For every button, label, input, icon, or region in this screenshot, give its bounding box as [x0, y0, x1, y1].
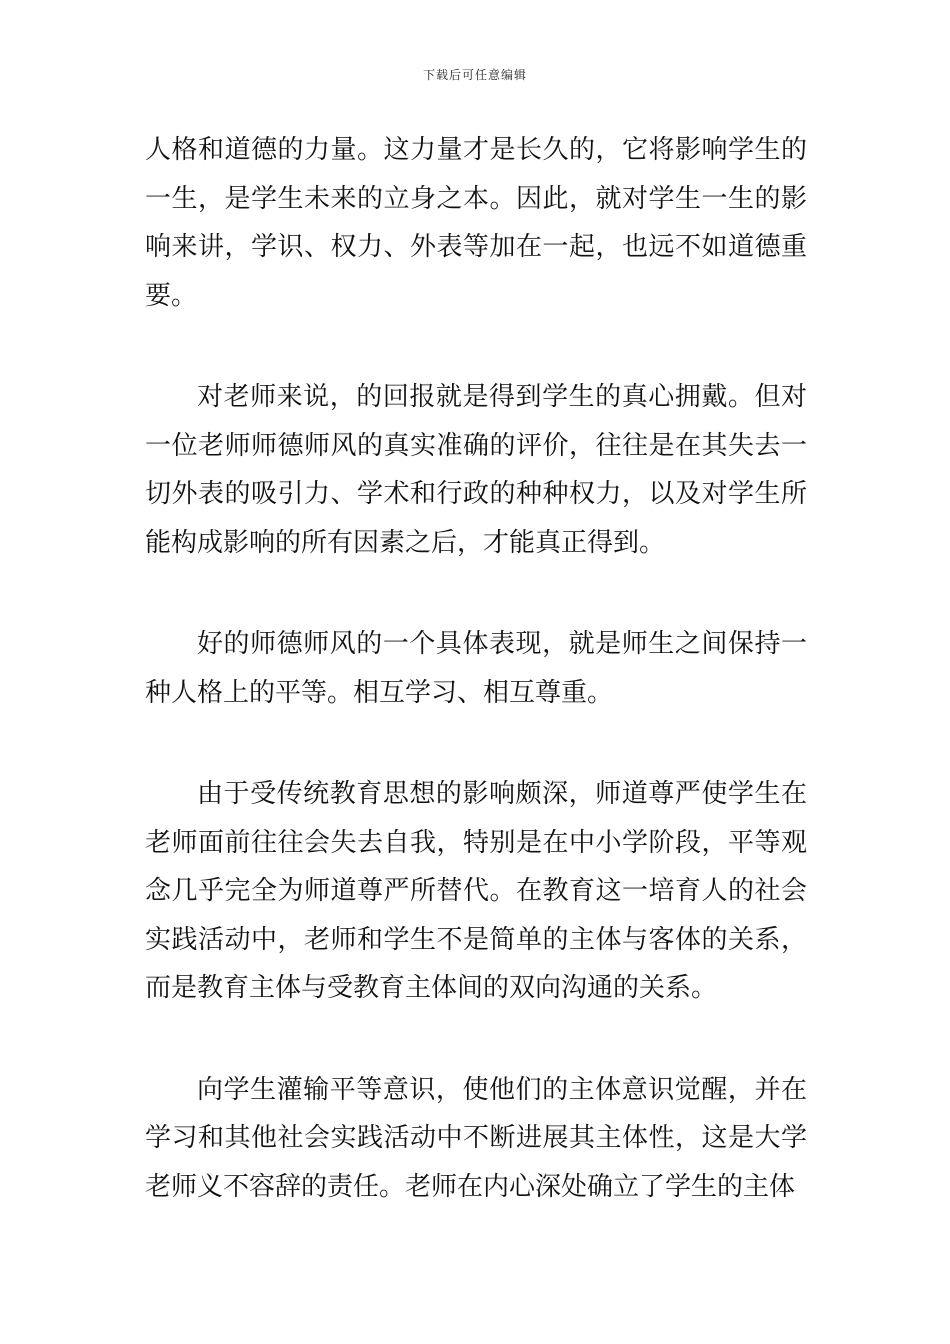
page-header: 下载后可任意编辑: [422, 68, 527, 82]
paragraph: 对老师来说，的回报就是得到学生的真心拥戴。但对一位老师师德师风的真实准确的评价，往往是在其失去一切外表的吸引力、学术和行政的种种权力，以及对学生所能构成影响的所有因素之后，才能真正得到。: [145, 382, 807, 558]
paragraph-continued: 人格和道德的力量。这力量才是长久的，它将影响学生的一生，是学生未来的立身之本。因此，就对学生一生的影响来讲，学识、权力、外表等加在一起，也远不如道德重要。: [145, 135, 807, 311]
document-body: [145, 126, 807, 1264]
paragraph: 由于受传统教育思想的影响颇深，师道尊严使学生在老师面前往往会失去自我，特别是在中小学阶段，平等观念几乎完全为师道尊严所替代。在教育这一培育人的社会实践活动中，老师和学生不是简单的主体与客体的关系，而是教育主体与受教育主体间的双向沟通的关系。: [145, 779, 807, 1003]
paragraph: 好的师德师风的一个具体表现，就是师生之间保持一种人格上的平等。相互学习、相互尊重。: [145, 629, 807, 708]
paragraph: 向学生灌输平等意识，使他们的主体意识觉醒，并在学习和其他社会实践活动中不断进展其主体性，这是大学老师义不容辞的责任。老师在内心深处确立了学生的主体: [145, 1074, 807, 1202]
